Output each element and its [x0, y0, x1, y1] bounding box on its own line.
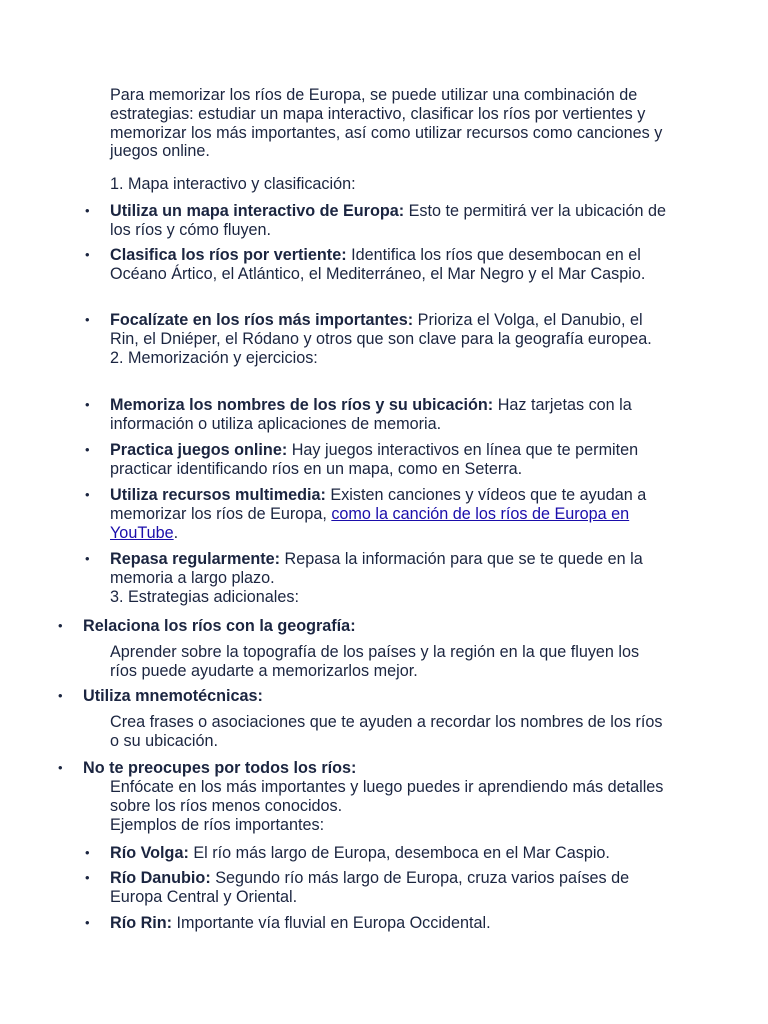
bullet-icon: •	[85, 487, 90, 502]
item-title: No te preocupes por todos los ríos	[83, 759, 352, 777]
bullet-icon: •	[85, 915, 90, 930]
section1-heading-text: 1. Mapa interactivo y clasificación:	[110, 175, 356, 193]
item-text: El río más largo de Europa, desemboca en el Mar Caspio.	[188, 844, 610, 862]
list-item	[85, 486, 670, 542]
list-item	[85, 202, 670, 240]
item-text: Haz tarjetas con la información o utiliza aplicaciones de memoria.	[110, 396, 632, 433]
list-item	[85, 914, 670, 933]
item-detail-text: Crea frases o asociaciones que te ayuden a recordar los nombres de los ríos o su ubicación.	[110, 713, 663, 750]
list-item	[85, 550, 670, 606]
item-title: Memoriza los nombres de los ríos y su ubicación:	[110, 396, 494, 414]
item-text: Hay juegos interactivos en línea que te permiten practicar identificando ríos en un mapa, como en Seterra.	[110, 441, 639, 478]
item-text: Identifica los ríos que desembocan en el Océano Ártico, el Atlántico, el Mediterráneo, el Mar Negro y el Mar Caspio.	[110, 246, 646, 283]
list-item	[85, 869, 670, 907]
list-item	[85, 311, 670, 367]
item-colon: :	[351, 759, 357, 777]
item-text: Existen canciones y vídeos que te ayudan a memorizar los ríos de Europa,	[110, 486, 647, 523]
item-title: Practica juegos online:	[110, 441, 288, 459]
item-text: Segundo río más largo de Europa, cruza varios países de Europa Central y Oriental.	[110, 869, 630, 906]
item-text: Prioriza el Volga, el Danubio, el Rin, el Dniéper, el Ródano y otros que son clave para la geografía europea.	[110, 311, 652, 348]
item-detail	[110, 778, 670, 834]
item-colon: :	[350, 617, 356, 635]
bullet-icon: •	[58, 618, 63, 633]
item-title: Utiliza recursos multimedia:	[110, 486, 326, 504]
section1-heading	[110, 175, 670, 194]
item-title: Repasa regularmente:	[110, 550, 281, 568]
item-title: Utiliza mnemotécnicas:	[83, 687, 263, 705]
item-title: Clasifica los ríos por vertiente:	[110, 246, 347, 264]
examples-heading: Ejemplos de ríos importantes:	[110, 815, 325, 834]
bullet-icon: •	[85, 247, 90, 262]
intro-paragraph	[110, 86, 670, 161]
item-text-end: .	[173, 523, 179, 542]
item-title: Río Rin:	[110, 914, 173, 932]
item-text: Esto te permitirá ver la ubicación de los ríos y cómo fluyen.	[110, 202, 666, 239]
item-title: Relaciona los ríos con la geografía	[83, 617, 351, 635]
bullet-icon: •	[85, 312, 90, 327]
item-detail	[110, 643, 670, 681]
bullet-icon: •	[58, 760, 63, 775]
item-title: Río Volga:	[110, 844, 189, 862]
item-detail-text: Aprender sobre la topografía de los países y la región en la que fluyen los ríos puede ayudarte a memorizarlos mejor.	[110, 643, 640, 680]
item-detail-text: Enfócate en los más importantes y luego puedes ir aprendiendo más detalles sobre los ríos menos conocidos.	[110, 778, 664, 815]
bullet-icon: •	[85, 442, 90, 457]
bullet-icon: •	[85, 551, 90, 566]
bullet-icon: •	[85, 397, 90, 412]
item-title: Río Danubio:	[110, 869, 211, 887]
list-item	[85, 396, 670, 434]
bullet-icon: •	[85, 203, 90, 218]
list-item	[58, 759, 663, 778]
item-text: Importante vía fluvial en Europa Occidental.	[172, 914, 491, 932]
intro-text: Para memorizar los ríos de Europa, se puede utilizar una combinación de estrategias: estudiar un mapa interactivo, clasificar los ríos por vertientes y memorizar los más importantes, así como utilizar recursos como canciones y juegos online.	[110, 86, 663, 161]
section3-heading: 3. Estrategias adicionales:	[110, 587, 299, 606]
item-detail	[110, 713, 670, 751]
list-item	[58, 687, 663, 706]
item-title: Focalízate en los ríos más importantes:	[110, 311, 414, 329]
list-item	[85, 844, 670, 863]
list-item	[85, 441, 670, 479]
item-title: Utiliza un mapa interactivo de Europa:	[110, 202, 405, 220]
bullet-icon: •	[85, 870, 90, 885]
item-text: Repasa la información para que se te quede en la memoria a largo plazo.	[110, 550, 643, 587]
bullet-icon: •	[85, 845, 90, 860]
list-item	[85, 246, 670, 284]
youtube-song-link[interactable]: como la canción de los ríos de Europa en YouTube	[110, 504, 630, 542]
list-item	[58, 617, 663, 636]
bullet-icon: •	[58, 688, 63, 703]
section2-heading: 2. Memorización y ejercicios:	[110, 348, 318, 367]
